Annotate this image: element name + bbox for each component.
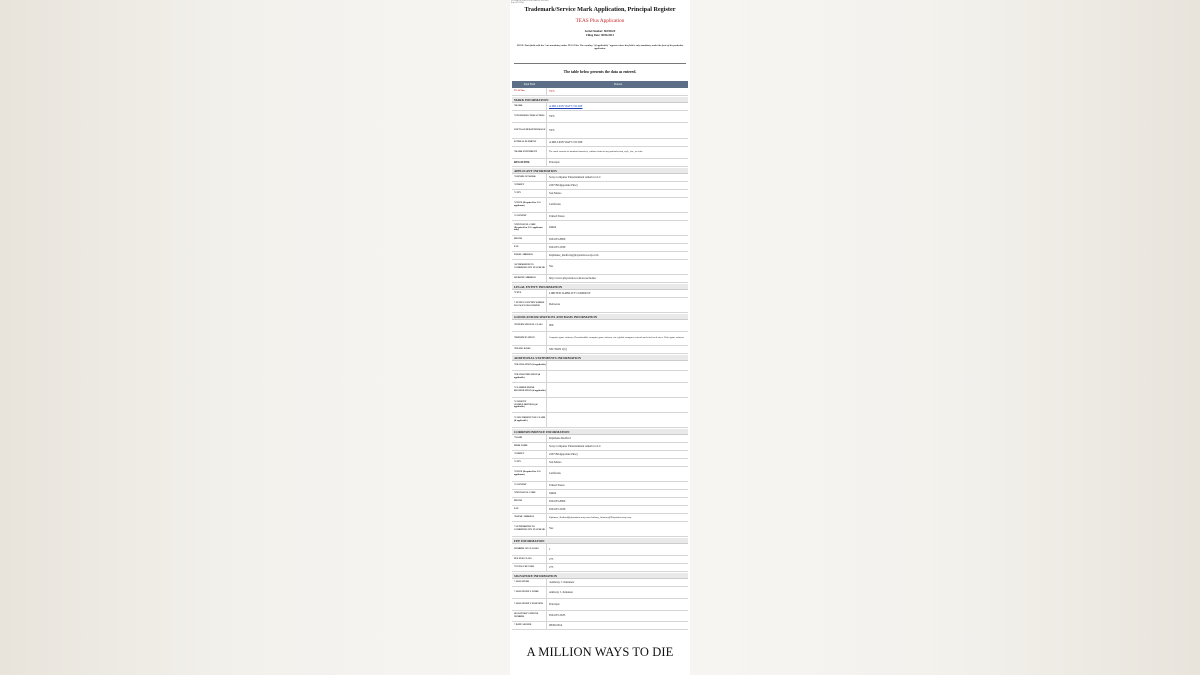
field-label: *COUNTRY xyxy=(512,213,547,220)
field-value xyxy=(548,413,688,427)
field-value: YES xyxy=(549,113,555,118)
field-value: YES xyxy=(549,88,555,93)
field-label: *OWNER OF MARK xyxy=(512,174,547,181)
field-label: *INTERNATIONAL CLASS xyxy=(512,320,547,331)
table-row xyxy=(512,221,688,236)
mark-drawing: A MILLION WAYS TO DIE xyxy=(526,645,674,659)
table-row xyxy=(512,622,688,630)
field-label: PHONE xyxy=(512,498,547,505)
field-value: Kiplmane Radford xyxy=(549,435,571,440)
table-row xyxy=(512,587,688,599)
field-label: FAX xyxy=(512,506,547,513)
field-value: Anthony J. Juntunen xyxy=(549,589,573,594)
field-label: USPTO-GENERATED IMAGE xyxy=(512,123,547,138)
field-value: 94404 xyxy=(549,490,557,495)
field-label: *CONCURRENT USE CLAIM (if applicable) xyxy=(512,413,547,427)
field-value: 08/06/2014 xyxy=(549,622,563,627)
field-label: *STATE (Required for U.S. applicants) xyxy=(512,198,547,212)
mark-link[interactable]: A MILLION WAYS TO DIE xyxy=(549,103,583,108)
table-row xyxy=(512,522,688,537)
table-row xyxy=(512,579,688,587)
field-label: *TRANSLATION (if applicable) xyxy=(512,361,547,370)
field-value: 650-655-8000 xyxy=(549,498,566,503)
field-value xyxy=(548,383,688,397)
table-row xyxy=(512,544,688,556)
serial-number: Serial Number: 86359429 xyxy=(584,30,616,33)
field-label: *CONSENT (NAME/LIKENESS) (if applicable) xyxy=(512,398,547,412)
field-value: Kiplmane_Radford@playstation.sony.com xyxy=(549,252,599,257)
field-label: *TYPE xyxy=(512,290,547,297)
table-row xyxy=(512,435,688,443)
field-value: Computer game software; Downloadable computer game software via a global computer network and wireless devices; Video game software xyxy=(549,336,685,340)
field-value: United States xyxy=(549,213,565,218)
table-row xyxy=(512,346,688,354)
field-label: PHONE xyxy=(512,236,547,243)
divider xyxy=(514,63,686,64)
field-value: 275 xyxy=(549,556,554,561)
field-label: *IDENTIFICATION xyxy=(512,332,547,345)
field-label: * DATE SIGNED xyxy=(512,622,547,629)
field-value: 009 xyxy=(549,322,554,327)
table-row xyxy=(512,467,688,482)
field-value: Principal xyxy=(549,601,560,606)
table-row xyxy=(512,556,688,564)
field-label: *AUTHORIZED TO COMMUNICATE VIA EMAIL xyxy=(512,522,547,536)
field-value: United States xyxy=(549,482,565,487)
table-row xyxy=(512,147,688,159)
table-row xyxy=(512,298,688,313)
section-signature: SIGNATURE INFORMATION xyxy=(512,573,688,580)
field-value: Sony Computer Entertainment America LLC xyxy=(549,443,602,448)
table-row xyxy=(512,459,688,467)
field-label: * SIGNATORY'S POSITION xyxy=(512,599,547,610)
table-row xyxy=(512,332,688,346)
table-row xyxy=(512,506,688,514)
document-subtitle: TEAS Plus Application xyxy=(575,18,625,24)
table-row xyxy=(512,213,688,221)
table-row xyxy=(512,123,688,139)
table-row xyxy=(512,236,688,244)
field-label: *ZIP/POSTAL CODE xyxy=(512,490,547,497)
section-correspondence: CORRESPONDENCE INFORMATION xyxy=(512,429,688,436)
table-row xyxy=(512,103,688,111)
table-row xyxy=(512,139,688,147)
field-label: *STANDARD CHARACTERS xyxy=(512,111,547,122)
field-label: SIGNATORY'S PHONE NUMBER xyxy=(512,611,547,621)
document-page xyxy=(510,0,690,675)
field-label: * STATE/COUNTRY WHERE LEGALLY ORGANIZED xyxy=(512,298,547,312)
field-value xyxy=(548,371,688,382)
table-row xyxy=(512,198,688,213)
field-value: California xyxy=(549,471,561,476)
field-label: *MARK STATEMENT xyxy=(512,147,547,158)
table-row xyxy=(512,443,688,451)
table-row xyxy=(512,498,688,506)
field-label: *CLAIMED PRIOR REGISTRATION (if applicable) xyxy=(512,383,547,397)
header-entered: Entered xyxy=(613,83,623,86)
table-row xyxy=(512,174,688,182)
field-value: Yes xyxy=(549,526,554,531)
field-value: 650-655-5930 xyxy=(549,244,566,249)
field-label: *STREET xyxy=(512,451,547,458)
field-value: San Mateo xyxy=(549,459,562,464)
field-label: *ZIP/POSTAL CODE (Required for U.S. applicants only) xyxy=(512,221,547,235)
field-value xyxy=(548,361,688,370)
field-value: Kiplmane_Radford@playstation.sony.com;Anthony_Juntunen@Playstation.sony.com xyxy=(549,515,632,519)
field-label: *COUNTRY xyxy=(512,482,547,489)
field-value: Yes xyxy=(549,264,554,269)
table-row xyxy=(512,190,688,198)
field-value: 2207 Bridgepointe Pkwy xyxy=(549,451,578,456)
table-row xyxy=(512,88,688,96)
field-label: *MARK xyxy=(512,103,547,110)
field-label: *STREET xyxy=(512,182,547,189)
field-value xyxy=(548,398,688,412)
section-additional-statements: ADDITIONAL STATEMENTS INFORMATION xyxy=(512,355,688,362)
field-label: TEAS Plus xyxy=(512,88,547,95)
field-value: Principal xyxy=(549,159,560,164)
table-row xyxy=(512,413,688,428)
field-value: California xyxy=(549,202,561,207)
field-value: 275 xyxy=(549,564,554,569)
field-value: The mark consists of standard characters, without claim to any particular font, style, size, or color. xyxy=(549,150,643,154)
table-row xyxy=(512,361,688,371)
field-label: FEE PER CLASS xyxy=(512,556,547,563)
table-row xyxy=(512,159,688,167)
field-label: WEBSITE ADDRESS xyxy=(512,275,547,282)
field-label: NUMBER OF CLASSES xyxy=(512,544,547,555)
header-input-field: Input Field xyxy=(523,83,536,86)
field-value: 650-655-8000 xyxy=(549,236,566,241)
field-value: 650-655-5635 xyxy=(549,613,566,618)
section-applicant-information: APPLICANT INFORMATION xyxy=(512,168,688,175)
table-row xyxy=(512,490,688,498)
field-label: FIRM NAME xyxy=(512,443,547,450)
table-row xyxy=(512,599,688,611)
document-title: Trademark/Service Mark Application, Principal Register xyxy=(524,6,676,13)
field-label: *NAME xyxy=(512,435,547,442)
field-label: * SIGNATORY'S NAME xyxy=(512,587,547,598)
form-header-small: PTO Form 1478 (Rev 9/2006) OMB No. 0651-0009 (Exp 12/31/2014) xyxy=(511,0,549,4)
field-label: FAX xyxy=(512,244,547,251)
table-row xyxy=(512,514,688,522)
field-label: REGISTER xyxy=(512,159,547,166)
field-value: A MILLION WAYS TO DIE xyxy=(549,139,583,144)
table-row xyxy=(512,564,688,572)
field-label: *CITY xyxy=(512,190,547,197)
mandatory-note: NOTE: Data fields with the * are mandatory under TEAS Plus. The wording "(if applicable)" appears where the field is only mandatory under the facts of the particular application. xyxy=(516,44,684,50)
table-row xyxy=(512,398,688,413)
field-value: 2207 Bridgepointe Pkwy xyxy=(549,182,578,187)
table-row xyxy=(512,482,688,490)
table-row xyxy=(512,320,688,332)
table-row xyxy=(512,111,688,123)
field-value: /Anthony J. Juntunen/ xyxy=(549,579,575,584)
field-label: * SIGNATURE xyxy=(512,579,547,586)
field-label: *TOTAL FEE PAID xyxy=(512,564,547,571)
field-value: 650-655-5930 xyxy=(549,506,566,511)
field-label: *STATE (Required for U.S. applicants) xyxy=(512,467,547,481)
table-row xyxy=(512,275,688,283)
filing-date: Filing Date: 08/06/2014 xyxy=(586,34,614,37)
section-goods-services: GOODS AND/OR SERVICES AND BASIS INFORMATION xyxy=(512,314,688,321)
field-label: *EMAIL ADDRESS xyxy=(512,514,547,521)
table-row xyxy=(512,611,688,622)
field-label: EMAIL ADDRESS xyxy=(512,252,547,259)
table-row xyxy=(512,383,688,398)
section-mark-information: MARK INFORMATION xyxy=(512,97,688,104)
field-value: YES xyxy=(549,127,555,132)
section-legal-entity: LEGAL ENTITY INFORMATION xyxy=(512,284,688,291)
table-row xyxy=(512,260,688,275)
table-row xyxy=(512,244,688,252)
field-value: 94404 xyxy=(549,225,557,230)
table-row xyxy=(512,451,688,459)
field-value: http://www.playstation.com/en-us/home/ xyxy=(549,275,597,280)
table-row xyxy=(512,252,688,260)
field-value: SECTION 1(b) xyxy=(549,346,567,351)
table-intro: The table below presents the data as entered. xyxy=(563,70,637,74)
field-label: *TRANSLITERATION (if applicable) xyxy=(512,371,547,382)
field-label: *CITY xyxy=(512,459,547,466)
field-value: San Mateo xyxy=(549,190,562,195)
table-row xyxy=(512,371,688,383)
field-label: LITERAL ELEMENT xyxy=(512,139,547,146)
field-value: LIMITED LIABILITY COMPANY xyxy=(549,290,591,295)
table-header xyxy=(512,81,688,88)
section-fee: FEE INFORMATION xyxy=(512,538,688,545)
table-row xyxy=(512,290,688,298)
field-label: *FILING BASIS xyxy=(512,346,547,353)
field-value: Sony Computer Entertainment America LLC xyxy=(549,174,602,179)
field-value: Delaware xyxy=(549,302,561,307)
table-row xyxy=(512,182,688,190)
field-label: AUTHORIZED TO COMMUNICATE VIA EMAIL xyxy=(512,260,547,274)
field-value: 1 xyxy=(549,546,551,551)
